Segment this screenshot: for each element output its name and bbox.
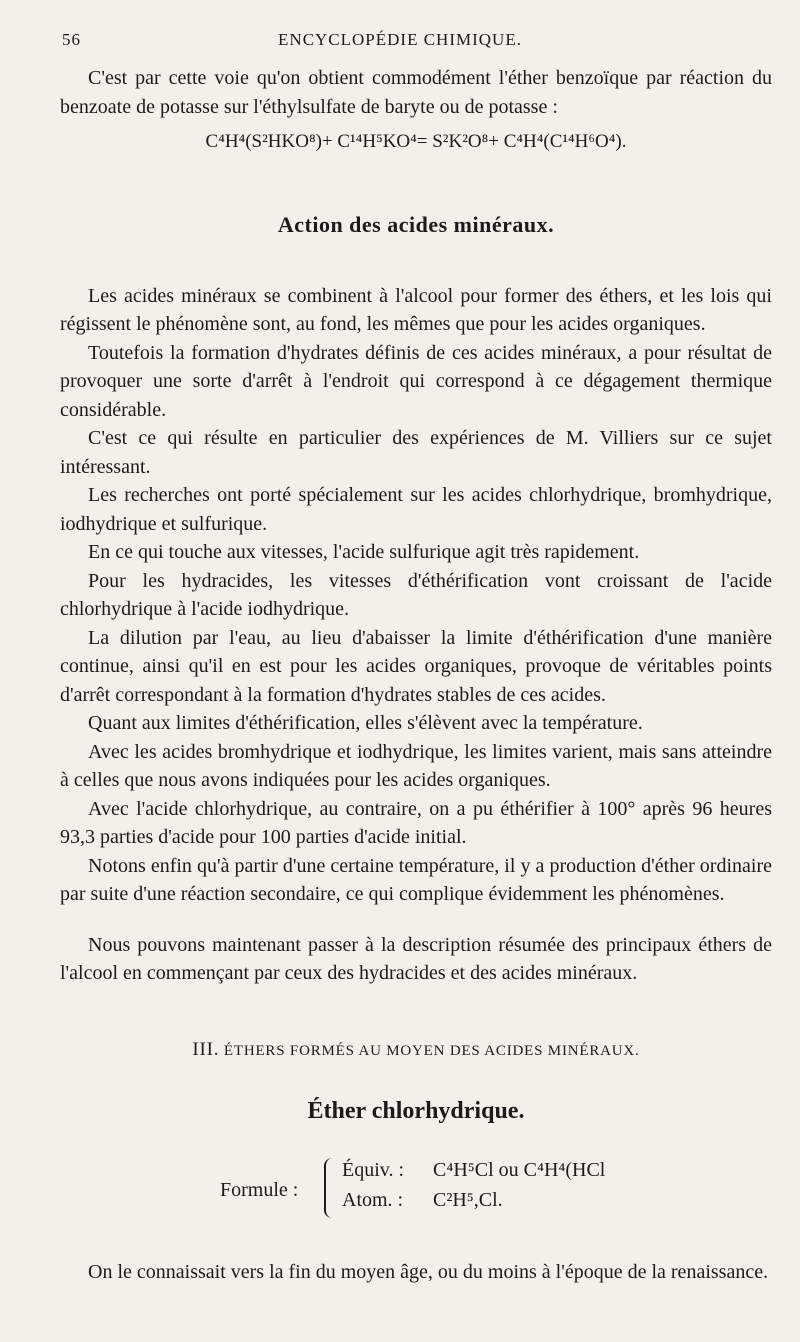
paragraph: Avec l'acide chlorhydrique, au contraire, on a pu éthérifier à 100° après 96 heures 93,3 parties d'acide pour 100 parties d'acide initial.	[60, 797, 772, 848]
equiv-value: C⁴H⁵Cl ou C⁴H⁴(HCl	[433, 1158, 606, 1181]
paragraph: Toutefois la formation d'hydrates définis de ces acides minéraux, a pour résultat de provoquer une sorte d'arrêt à l'endroit qui correspond à ce dégagement thermique considérable.	[60, 341, 772, 421]
paragraph: Notons enfin qu'à partir d'une certaine température, il y a production d'éther ordinaire par suite d'une réaction secondaire, ce qui complique évidemment les phénomènes.	[60, 854, 772, 905]
paragraph: Les recherches ont porté spécialement sur les acides chlorhydrique, bromhydrique, iodhydrique et sulfurique.	[60, 484, 772, 535]
paragraph: La dilution par l'eau, au lieu d'abaisser la limite d'éthérification d'une manière continue, ainsi qu'il en est pour les acides organiques, provoque de véritables points d'arrêt correspondant à la formation d'hydrates stables de ces acides.	[60, 626, 772, 706]
paragraph: C'est ce qui résulte en particulier des expériences de M. Villiers sur ce sujet intéressant.	[60, 427, 772, 478]
page-number: 56	[62, 30, 81, 49]
running-title: ENCYCLOPÉDIE CHIMIQUE.	[278, 30, 522, 49]
intro-paragraph: C'est par cette voie qu'on obtient commodément l'éther benzoïque par réaction du benzoate de potasse sur l'éthylsulfate de baryte ou de potasse :	[60, 67, 772, 118]
paragraph: Avec les acides bromhydrique et iodhydrique, les limites varient, mais sans atteindre à celles que nous avons indiquées pour les acides organiques.	[60, 740, 772, 791]
formula-label: Formule :	[220, 1178, 299, 1201]
atom-value: C²H⁵,Cl.	[433, 1188, 503, 1211]
paragraph: En ce qui touche aux vitesses, l'acide sulfurique agit très rapidement.	[88, 541, 640, 563]
equiv-row	[342, 1156, 605, 1186]
atom-row	[342, 1186, 503, 1216]
spacer	[60, 909, 772, 931]
paragraph: On le connaissait vers la fin du moyen âge, ou du moins à l'époque de la renaissance.	[88, 1260, 769, 1283]
page-body	[60, 64, 772, 1286]
section-heading: Action des acides minéraux.	[277, 212, 555, 237]
atom-label: Atom. :	[342, 1188, 404, 1211]
formula-block	[220, 1156, 772, 1228]
reaction-formula: C⁴H⁴(S²HKO⁸)+ C¹⁴H⁵KO⁴= S²K²O⁸+ C⁴H⁴(C¹⁴H⁶O⁴).	[205, 131, 627, 152]
subsection-heading: Éther chlorhydrique.	[307, 1098, 525, 1124]
paragraph: Pour les hydracides, les vitesses d'éthérification vont croissant de l'acide chlorhydrique à l'acide iodhydrique.	[60, 569, 772, 620]
running-header	[62, 30, 738, 58]
paragraph: Quant aux limites d'éthérification, elles s'élèvent avec la température.	[88, 712, 643, 734]
equiv-label: Équiv. :	[342, 1158, 405, 1181]
chapter-heading	[60, 1036, 772, 1066]
brace-icon	[324, 1158, 336, 1218]
paragraph: Les acides minéraux se combinent à l'alcool pour former des éthers, et les lois qui régissent le phénomène sont, au fond, les mêmes que pour les acides organiques.	[60, 284, 772, 335]
chapter-numeral: III.	[192, 1038, 220, 1060]
chapter-title: ÉTHERS FORMÉS AU MOYEN DES ACIDES MINÉRAUX.	[223, 1042, 640, 1059]
closing-paragraph: Nous pouvons maintenant passer à la description résumée des principaux éthers de l'alcool en commençant par ceux des hydracides et des acides minéraux.	[60, 933, 772, 984]
